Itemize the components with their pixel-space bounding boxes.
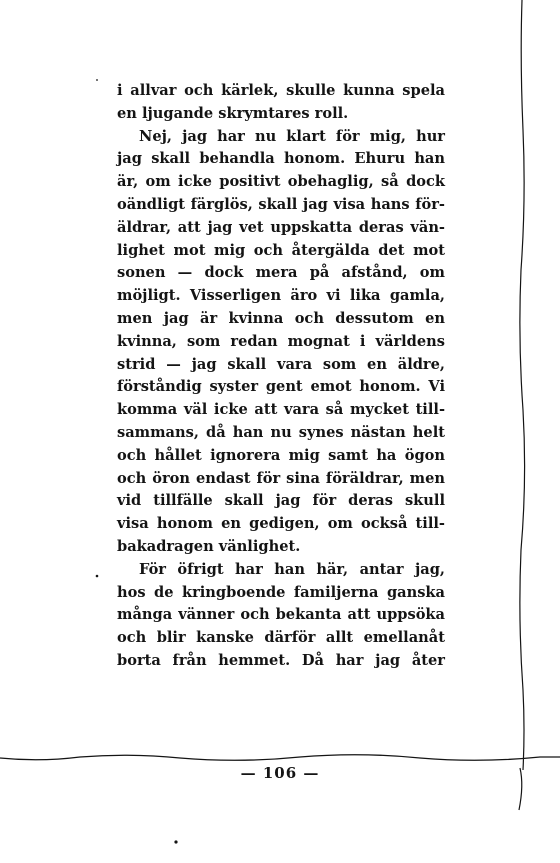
text-line: lighet mot mig och återgälda det mot — [117, 241, 445, 259]
text-line: borta från hemmet. Då har jag åter — [117, 651, 445, 669]
text-line: sonen — dock mera på afstånd, om — [117, 264, 445, 282]
page-number: — 106 — — [240, 764, 320, 782]
text-line: strid — jag skall vara som en äldre, — [117, 355, 445, 373]
text-line: hos de kringboende familjerna ganska — [117, 583, 445, 601]
speck-2 — [174, 840, 177, 843]
text-line: sammans, då han nu synes nästan helt — [117, 423, 445, 441]
text-line: och hållet ignorera mig samt ha ögon — [117, 446, 445, 464]
text-line: jag skall behandla honom. Ehuru han — [117, 150, 445, 168]
text-line: en ljugande skrymtares roll. — [117, 104, 349, 122]
text-line: förståndig syster gent emot honom. Vi — [117, 378, 445, 396]
speck-1 — [96, 575, 99, 578]
text-line: och öron endast för sina föräldrar, men — [117, 469, 445, 487]
text-line: många vänner och bekanta att uppsöka — [117, 606, 445, 624]
bottom-rule — [0, 755, 560, 761]
speck-3 — [96, 79, 98, 81]
text-line: bakadragen vänlighet. — [117, 537, 301, 555]
text-line: vid tillfälle skall jag för deras skull — [117, 492, 445, 510]
text-line: i allvar och kärlek, skulle kunna spela — [117, 82, 445, 99]
right-edge-line — [520, 0, 525, 770]
text-line: är, om icke positivt obehaglig, så dock — [117, 173, 445, 191]
text-line: äldrar, att jag vet uppskatta deras vän- — [117, 218, 445, 236]
text-line: oändligt färglös, skall jag visa hans för- — [117, 195, 445, 213]
text-line: Nej, jag har nu klart för mig, hur — [139, 127, 445, 145]
text-line: och blir kanske därför allt emellanåt — [117, 629, 445, 647]
text-line: möjligt. Visserligen äro vi lika gamla, — [117, 287, 445, 305]
text-line: komma väl icke att vara så mycket till- — [117, 401, 445, 419]
text-line: visa honom en gedigen, om också till- — [117, 515, 445, 533]
body-text — [117, 80, 445, 673]
text-line: men jag är kvinna och dessutom en — [117, 309, 445, 327]
text-line: För öfrigt har han här, antar jag, — [139, 560, 445, 578]
text-line: kvinna, som redan mognat i världens — [117, 332, 445, 350]
